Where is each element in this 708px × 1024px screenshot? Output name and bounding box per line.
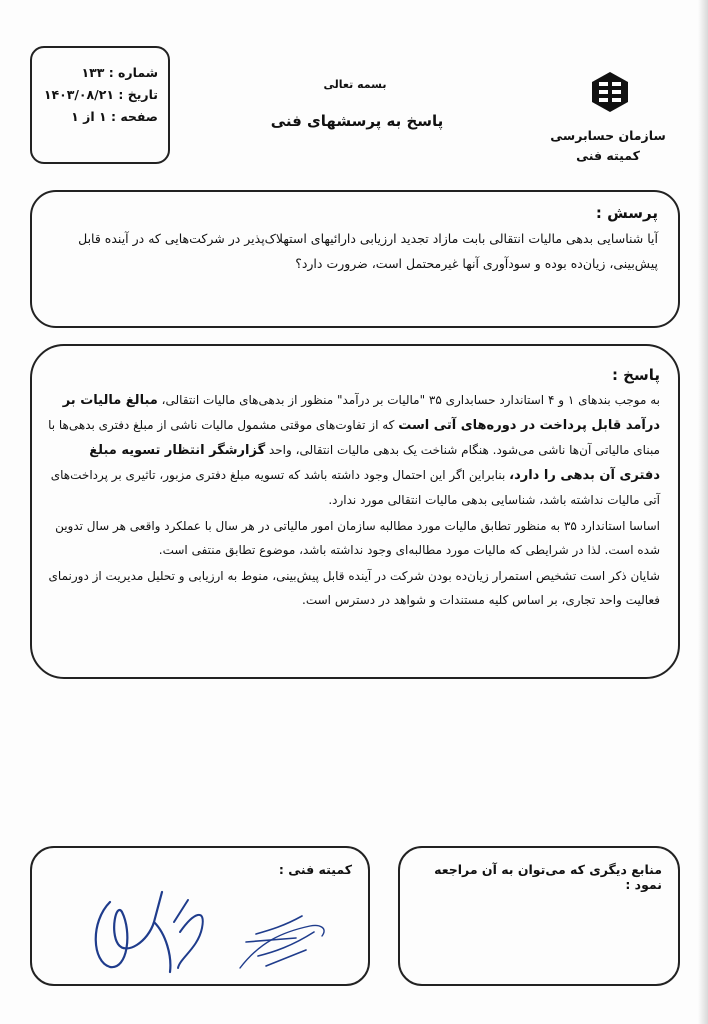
page-label: صفحه :	[110, 109, 158, 124]
document-title: پاسخ به پرسشهای فنی	[270, 112, 444, 130]
date-value: ۱۴۰۳/۰۸/۲۱	[43, 87, 114, 102]
question-heading: پرسش :	[595, 204, 658, 222]
date-label: تاریخ :	[118, 87, 158, 102]
organization-unit: کمیته فنی	[576, 148, 640, 163]
answer-heading: پاسخ :	[611, 366, 660, 384]
answer-box	[30, 344, 680, 679]
answer-p1-part-c: که از تفاوت‌های موقتی مشمول مالیات ناشی از مبلغ دفتری بدهی‌ها با مبنای مالیاتی آن‌ها ناشی می‌شود. هنگام شناخت یک بدهی مالیات انتقالی، واحد	[48, 418, 660, 457]
answer-paragraph-1	[48, 388, 660, 512]
signature-icon	[70, 872, 360, 982]
sources-box	[398, 846, 680, 986]
organization-logo-icon	[588, 70, 632, 114]
date-line	[38, 84, 158, 106]
answer-p1-bold-d: گزارشگر انتظار تسویه مبلغ دفتری آن بدهی را دارد،	[89, 443, 660, 483]
number-value: ۱۳۳	[81, 65, 105, 80]
answer-paragraph-3: شایان ذکر است تشخیص استمرار زیان‌ده بودن شرکت در آینده قابل پیش‌بینی، منوط به ارزیابی و تحلیل مدیریت از دورنمای فعالیت واحد تجاری، بر اساس کلیه مستندات و شواهد در دسترس است.	[48, 569, 660, 607]
organization-name: سازمان حسابرسی	[550, 128, 666, 143]
answer-paragraph-2: اساسا استاندارد ۳۵ به منظور تطابق مالیات مورد مطالبه سازمان امور مالیاتی در هر سال با عملکرد واقعی هر سال تدوین شده است. لذا در شرایطی که مالیات مورد مطالبه‌ای وجود نداشته باشد، موضوع تطابق منتفی است.	[55, 519, 660, 557]
document-meta-box	[30, 46, 170, 164]
number-label: شماره :	[108, 65, 158, 80]
question-box	[30, 190, 680, 328]
answer-p1-part-a: به موجب بندهای ۱ و ۴ استاندارد حسابداری ۳۵ "مالیات بر درآمد" منظور از بدهی‌های مالیات انتقالی،	[161, 393, 660, 407]
bismillah: بسمه تعالی	[323, 78, 387, 91]
question-text: آیا شناسایی بدهی مالیات انتقالی بابت مازاد تجدید ارزیابی دارائیهای استهلاک‌پذیر در شرکت‌هایی که در آینده قابل پیش‌بینی، زیان‌ده بوده و سودآوری آنها غیرمحتمل است، ضرورت دارد؟	[78, 231, 658, 271]
answer-p1-part-e: بنابراین اگر این احتمال وجود داشته باشد که تسویه مبلغ دفتری مزبور، تاثیری بر پرداخت‌های آتی مالیات نداشته باشد، شناسایی بدهی مالیات انتقالی مورد ندارد.	[50, 468, 660, 507]
sources-label: منابع دیگری که می‌توان به آن مراجعه نمود :	[434, 862, 662, 892]
page-value: ۱ از ۱	[71, 109, 107, 124]
committee-label: کمیته فنی :	[278, 862, 352, 877]
page-edge-shadow	[698, 0, 708, 1024]
answer-p1-bold-a: مبالغ مالیات بر درآمد قابل پرداخت در دوره‌های آتی است	[62, 393, 660, 433]
number-line	[38, 62, 158, 84]
organization-name-block	[548, 126, 668, 166]
page-line	[38, 106, 158, 128]
